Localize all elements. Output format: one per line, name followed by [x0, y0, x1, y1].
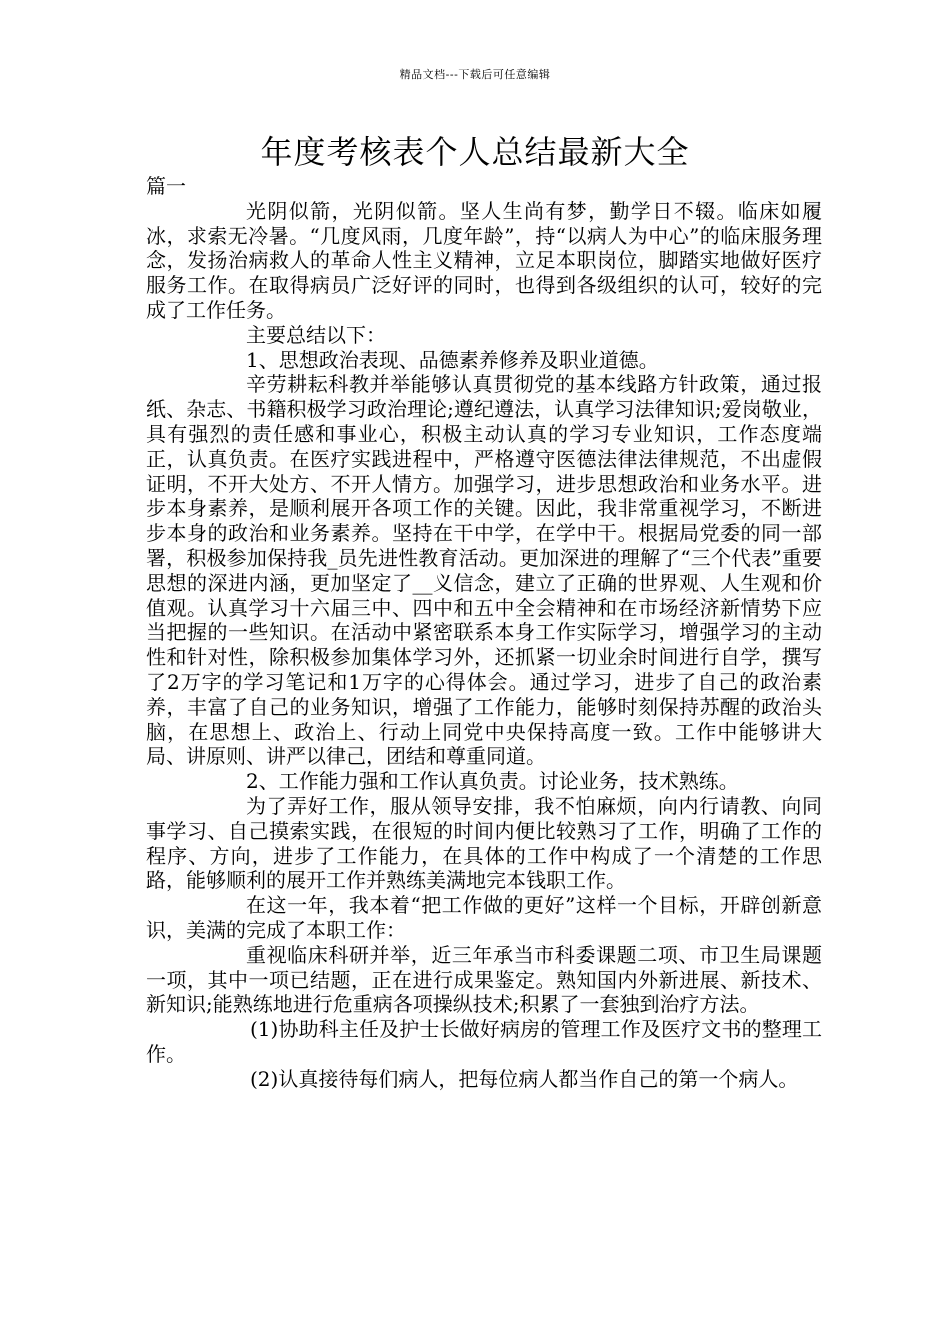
body-paragraph: 在这一年，我本着“把工作做的更好”这样一个目标，开辟创新意识，美满的完成了本职工作：: [146, 893, 822, 942]
body-paragraph: 光阴似箭，光阴似箭。坚人生尚有梦，勤学日不辍。临床如履冰，求索无冷暑。“几度风雨，几度年龄”，持“以病人为中心”的临床服务理念，发扬治病救人的革命人性主义精神，立足本职岗位，脚踏实地做好医疗服务工作。在取得病员广泛好评的同时，也得到各级组织的认可，较好的完成了工作任务。: [146, 198, 822, 322]
body-paragraph: 1、思想政治表现、品德素养修养及职业道德。: [246, 347, 659, 372]
header-note: 精品文档---下载后可任意编辑: [399, 68, 551, 81]
body-paragraph: 重视临床科研并举，近三年承当市科委课题二项、市卫生局课题一项，其中一项已结题，正在进行成果鉴定。熟知国内外新进展、新技术、新知识;能熟练地进行危重病各项操纵技术;积累了一套独到治疗方法。: [146, 942, 822, 1017]
body-paragraph: (2)认真接待每们病人，把每位病人都当作自己的第一个病人。: [250, 1066, 799, 1091]
body-paragraph: 主要总结以下：: [246, 322, 386, 347]
section-heading: 篇一: [146, 174, 186, 198]
document-body: [146, 174, 822, 1091]
body-paragraph: 为了弄好工作，服从领导安排，我不怕麻烦，向内行请教、向同事学习、自己摸索实践，在很短的时间内便比较熟习了工作，明确了工作的程序、方向，进步了工作能力，在具体的工作中构成了一个清楚的工作思路，能够顺利的展开工作并熟练美满地完本钱职工作。: [146, 793, 822, 893]
body-paragraph: 2、工作能力强和工作认真负责。讨论业务，技术熟练。: [246, 769, 739, 794]
document-title: 年度考核表个人总结最新大全: [260, 133, 690, 171]
body-paragraph: 辛劳耕耘科教并举能够认真贯彻党的基本线路方针政策，通过报纸、杂志、书籍积极学习政治理论;遵纪遵法，认真学习法律知识;爱岗敬业，具有强烈的责任感和事业心，积极主动认真的学习专业知识，工作态度端正，认真负责。在医疗实践进程中，严格遵守医德法律法律规范，不出虚假证明，不开大处方、不开人情方。加强学习，进步思想政治和业务水平。进步本身素养，是顺利展开各项工作的关键。因此，我非常重视学习，不断进步本身的政治和业务素养。坚持在干中学，在学中干。根据局党委的同一部署，积极参加保持我_员先进性教育活动。更加深进的理解了“三个代表”重要思想的深进内涵，更加坚定了__义信念，建立了正确的世界观、人生观和价值观。认真学习十六届三中、四中和五中全会精神和在市场经济新情势下应当把握的一些知识。在活动中紧密联系本身工作实际学习，增强学习的主动性和针对性，除积极参加集体学习外，还抓紧一切业余时间进行自学，撰写了2万字的学习笔记和1万字的心得体会。通过学习，进步了自己的政治素养，丰富了自己的业务知识，增强了工作能力，能够时刻保持苏醒的政治头脑，在思想上、政治上、行动上同党中央保持高度一致。工作中能够讲大局、讲原则、讲严以律己，团结和尊重同道。: [146, 372, 822, 769]
body-paragraph: (1)协助科主任及护士长做好病房的管理工作及医疗文书的整理工作。: [146, 1017, 822, 1066]
